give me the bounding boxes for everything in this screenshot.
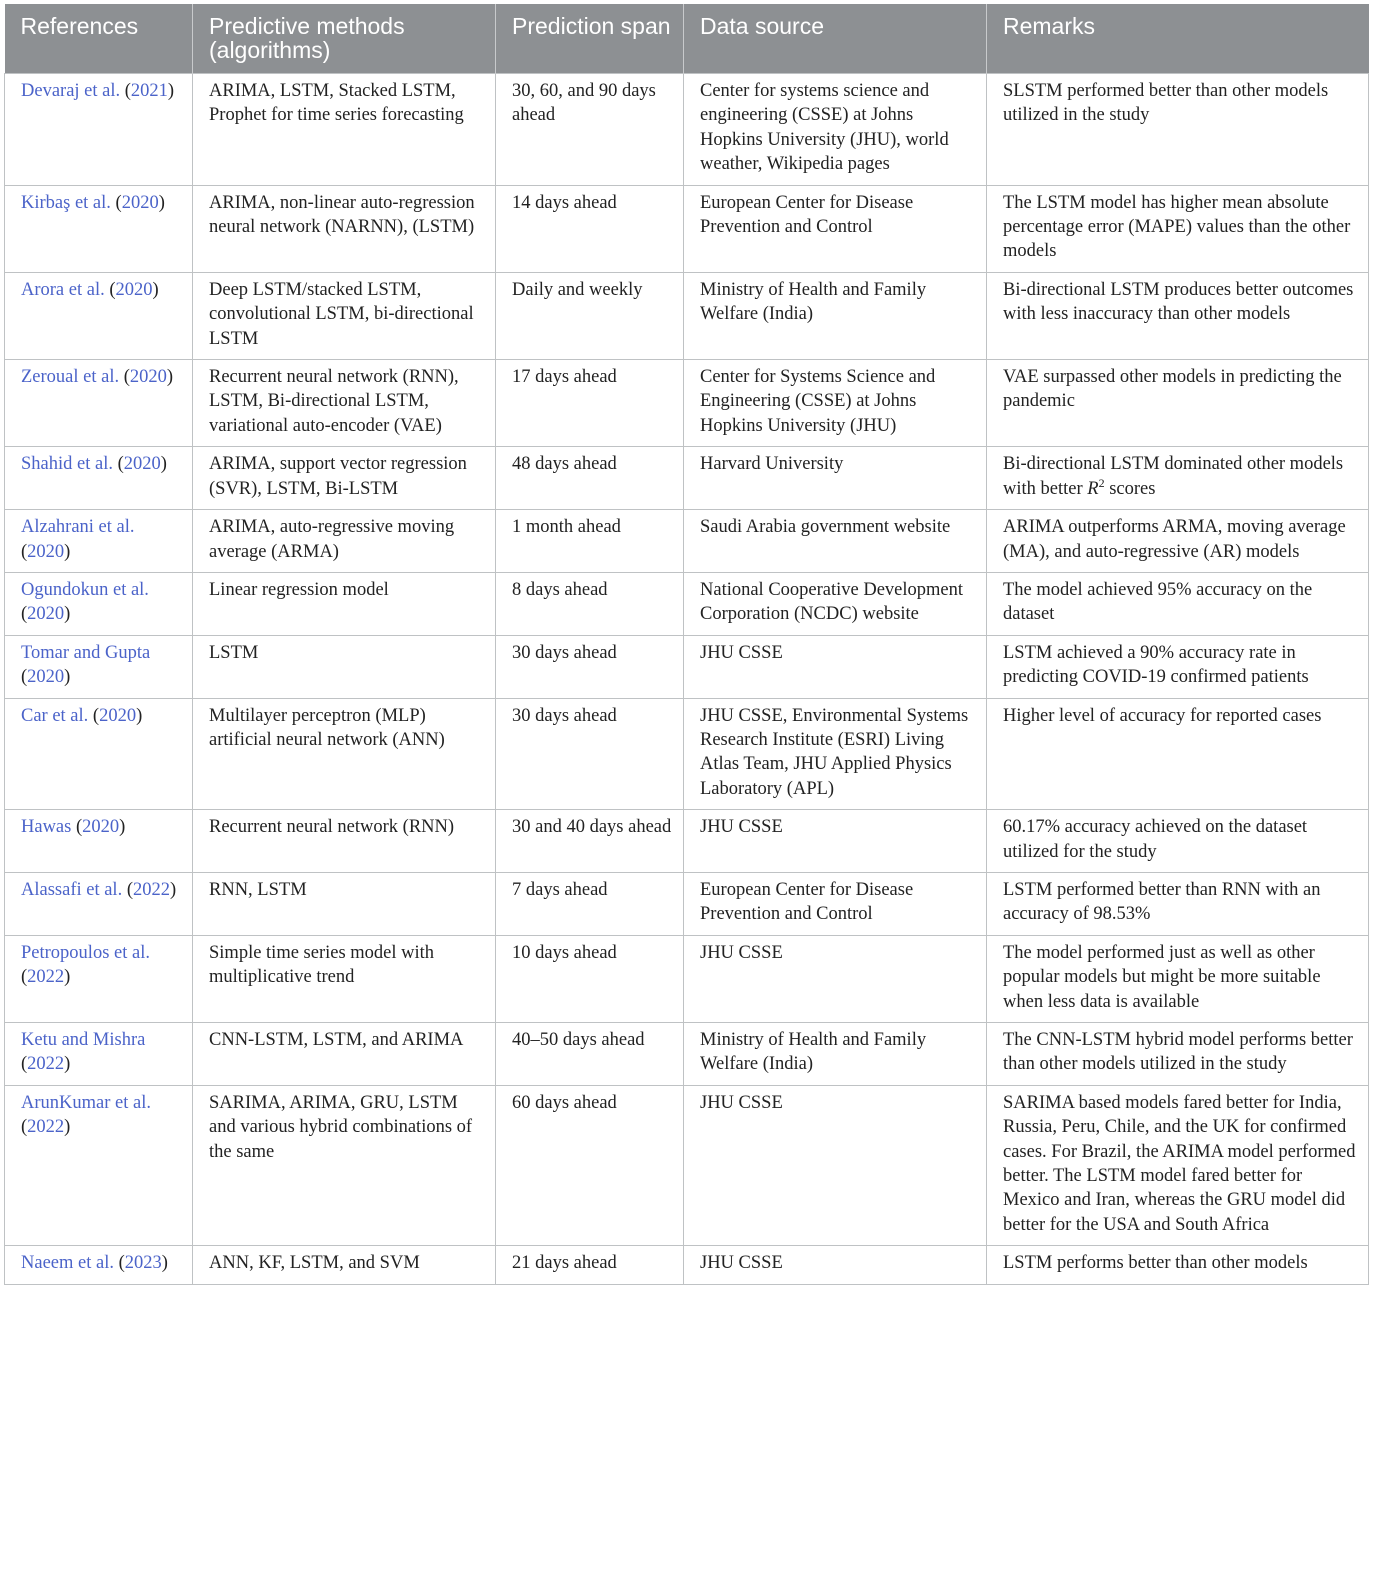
- paren-close: ): [64, 541, 71, 562]
- cell-data-source: JHU CSSE: [684, 1085, 987, 1245]
- table-row: [5, 872, 1369, 935]
- paren-close: ): [64, 604, 71, 625]
- paren-close: ): [166, 367, 174, 388]
- table-row: [5, 272, 1369, 359]
- cell-remarks: 60.17% accuracy achieved on the dataset utilized for the study: [987, 810, 1369, 873]
- cell-reference: [5, 935, 193, 1022]
- cell-prediction-span: 8 days ahead: [496, 572, 684, 635]
- cell-data-source: JHU CSSE: [684, 810, 987, 873]
- cell-data-source: JHU CSSE: [684, 935, 987, 1022]
- remarks-text: scores: [1104, 478, 1156, 499]
- reference-author-link[interactable]: Alassafi et al.: [21, 879, 123, 900]
- cell-methods: Linear regression model: [193, 572, 496, 635]
- cell-methods: Recurrent neural network (RNN), LSTM, Bi-directional LSTM, variational auto-encoder (VAE): [193, 360, 496, 447]
- cell-reference: [5, 360, 193, 447]
- table-row: [5, 447, 1369, 510]
- reference-year-link[interactable]: 2022: [133, 879, 170, 900]
- cell-prediction-span: 30 days ahead: [496, 635, 684, 698]
- cell-remarks: Higher level of accuracy for reported cases: [987, 698, 1369, 810]
- cell-prediction-span: 17 days ahead: [496, 360, 684, 447]
- cell-methods: RNN, LSTM: [193, 872, 496, 935]
- paren-close: ): [64, 967, 71, 988]
- cell-reference: [5, 185, 193, 272]
- cell-data-source: JHU CSSE, Environmental Systems Research Institute (ESRI) Living Atlas Team, JHU Applied Physics Laboratory (APL): [684, 698, 987, 810]
- cell-data-source: Ministry of Health and Family Welfare (India): [684, 1023, 987, 1086]
- reference-author-link[interactable]: Zeroual et al.: [21, 367, 120, 388]
- paren-close: ): [152, 279, 159, 300]
- paren-open: (: [21, 667, 28, 688]
- cell-methods: ARIMA, support vector regression (SVR), LSTM, Bi-LSTM: [193, 447, 496, 510]
- table-row: [5, 510, 1369, 573]
- paren-close: ): [64, 1117, 71, 1138]
- cell-reference: [5, 635, 193, 698]
- cell-remarks: The CNN-LSTM hybrid model performs better than other models utilized in the study: [987, 1023, 1369, 1086]
- reference-author-link[interactable]: Naeem et al.: [21, 1253, 114, 1274]
- table-row: [5, 360, 1369, 447]
- reference-year-link[interactable]: 2022: [27, 1117, 65, 1138]
- reference-author-link[interactable]: Alzahrani et al.: [21, 517, 135, 538]
- cell-data-source: National Cooperative Development Corporation (NCDC) website: [684, 572, 987, 635]
- paren-open: (: [126, 879, 133, 900]
- reference-year-link[interactable]: 2022: [27, 1054, 65, 1075]
- cell-reference: [5, 572, 193, 635]
- cell-remarks: [987, 447, 1369, 510]
- reference-author-link[interactable]: Ogundokun et al.: [21, 579, 149, 600]
- reference-year-link[interactable]: 2020: [123, 454, 161, 475]
- cell-reference: [5, 272, 193, 359]
- reference-author-link[interactable]: Petropoulos et al.: [21, 942, 150, 963]
- reference-author-link[interactable]: Kirbaş et al.: [21, 192, 111, 213]
- cell-prediction-span: 10 days ahead: [496, 935, 684, 1022]
- cell-prediction-span: 48 days ahead: [496, 447, 684, 510]
- paren-close: ): [161, 1253, 168, 1274]
- cell-methods: Simple time series model with multiplicative trend: [193, 935, 496, 1022]
- cell-reference: [5, 810, 193, 873]
- cell-remarks: VAE surpassed other models in predicting the pandemic: [987, 360, 1369, 447]
- cell-methods: ARIMA, auto-regressive moving average (ARMA): [193, 510, 496, 573]
- paren-open: (: [123, 367, 130, 388]
- cell-remarks: The LSTM model has higher mean absolute percentage error (MAPE) values than the other models: [987, 185, 1369, 272]
- reference-author-link[interactable]: Arora et al.: [21, 279, 105, 300]
- cell-methods: ANN, KF, LSTM, and SVM: [193, 1246, 496, 1284]
- cell-methods: ARIMA, non-linear auto-regression neural network (NARNN), (LSTM): [193, 185, 496, 272]
- reference-author-link[interactable]: Tomar and Gupta: [21, 642, 151, 663]
- paren-open: (: [117, 454, 124, 475]
- cell-reference: [5, 1246, 193, 1284]
- paren-open: (: [92, 705, 100, 726]
- header-predictive-methods: Predictive methods (algorithms): [193, 4, 496, 74]
- cell-data-source: Harvard University: [684, 447, 987, 510]
- reference-author-link[interactable]: Shahid et al.: [21, 454, 113, 475]
- table-row: [5, 1023, 1369, 1086]
- paren-close: ): [64, 667, 71, 688]
- cell-data-source: European Center for Disease Prevention and Control: [684, 185, 987, 272]
- cell-prediction-span: 30, 60, and 90 days ahead: [496, 74, 684, 186]
- references-table: [4, 4, 1369, 1285]
- cell-remarks: The model performed just as well as other popular models but might be more suitable when less data is available: [987, 935, 1369, 1022]
- paren-open: (: [118, 1253, 125, 1274]
- cell-prediction-span: 40–50 days ahead: [496, 1023, 684, 1086]
- cell-methods: LSTM: [193, 635, 496, 698]
- reference-year-link[interactable]: 2020: [121, 192, 159, 213]
- cell-prediction-span: Daily and weekly: [496, 272, 684, 359]
- reference-year-link[interactable]: 2020: [129, 367, 167, 388]
- reference-author-link[interactable]: Hawas: [21, 817, 72, 838]
- cell-prediction-span: 21 days ahead: [496, 1246, 684, 1284]
- paren-open: (: [75, 817, 83, 838]
- cell-data-source: European Center for Disease Prevention and Control: [684, 872, 987, 935]
- paren-close: ): [158, 192, 165, 213]
- cell-data-source: JHU CSSE: [684, 1246, 987, 1284]
- remarks-text: Bi-directional LSTM dominated other models with better: [1003, 454, 1344, 499]
- cell-prediction-span: 30 days ahead: [496, 698, 684, 810]
- table-row: [5, 935, 1369, 1022]
- reference-year-link[interactable]: 2020: [115, 279, 153, 300]
- paren-close: ): [64, 1054, 71, 1075]
- reference-author-link[interactable]: Car et al.: [21, 705, 89, 726]
- table-row: [5, 74, 1369, 186]
- cell-reference: [5, 698, 193, 810]
- cell-data-source: Center for systems science and engineering (CSSE) at Johns Hopkins University (JHU), world weather, Wikipedia pages: [684, 74, 987, 186]
- table-row: [5, 1246, 1369, 1284]
- header-prediction-span: Prediction span: [496, 4, 684, 74]
- table-row: [5, 635, 1369, 698]
- paren-open: (: [124, 81, 131, 101]
- reference-year-link[interactable]: 2020: [27, 604, 65, 625]
- cell-reference: [5, 510, 193, 573]
- cell-methods: Deep LSTM/stacked LSTM, convolutional LSTM, bi-directional LSTM: [193, 272, 496, 359]
- reference-author-link[interactable]: Devaraj et al.: [21, 81, 121, 101]
- cell-reference: [5, 872, 193, 935]
- paren-open: (: [21, 604, 28, 625]
- reference-year-link[interactable]: 2023: [124, 1253, 162, 1274]
- reference-year-link[interactable]: 2020: [27, 541, 65, 562]
- cell-methods: SARIMA, ARIMA, GRU, LSTM and various hybrid combinations of the same: [193, 1085, 496, 1245]
- cell-remarks: LSTM performs better than other models: [987, 1246, 1369, 1284]
- cell-data-source: Center for Systems Science and Engineering (CSSE) at Johns Hopkins University (JHU): [684, 360, 987, 447]
- table-row: [5, 1085, 1369, 1245]
- cell-remarks: Bi-directional LSTM produces better outcomes with less inaccuracy than other models: [987, 272, 1369, 359]
- cell-remarks: SLSTM performed better than other models utilized in the study: [987, 74, 1369, 186]
- cell-methods: ARIMA, LSTM, Stacked LSTM, Prophet for time series forecasting: [193, 74, 496, 186]
- cell-methods: Multilayer perceptron (MLP) artificial neural network (ANN): [193, 698, 496, 810]
- cell-data-source: Ministry of Health and Family Welfare (India): [684, 272, 987, 359]
- paren-open: (: [109, 279, 116, 300]
- paren-close: ): [119, 817, 126, 838]
- cell-prediction-span: 1 month ahead: [496, 510, 684, 573]
- reference-author-link[interactable]: Ketu and Mishra: [21, 1030, 146, 1050]
- cell-reference: [5, 1023, 193, 1086]
- cell-prediction-span: 14 days ahead: [496, 185, 684, 272]
- header-data-source: Data source: [684, 4, 987, 74]
- reference-author-link[interactable]: ArunKumar et al.: [21, 1092, 151, 1113]
- table-row: [5, 572, 1369, 635]
- header-references: References: [5, 4, 193, 74]
- paren-close: ): [160, 454, 167, 475]
- cell-remarks: LSTM achieved a 90% accuracy rate in predicting COVID-19 confirmed patients: [987, 635, 1369, 698]
- r-squared-exponent: 2: [1098, 475, 1105, 490]
- paren-open: (: [21, 967, 28, 988]
- cell-prediction-span: 60 days ahead: [496, 1085, 684, 1245]
- cell-remarks: The model achieved 95% accuracy on the dataset: [987, 572, 1369, 635]
- cell-remarks: ARIMA outperforms ARMA, moving average (MA), and auto-regressive (AR) models: [987, 510, 1369, 573]
- cell-methods: CNN-LSTM, LSTM, and ARIMA: [193, 1023, 496, 1086]
- table-row: [5, 698, 1369, 810]
- paren-close: ): [136, 705, 143, 726]
- paren-open: (: [21, 1117, 28, 1138]
- paren-open: (: [21, 541, 28, 562]
- reference-year-link[interactable]: 2020: [82, 817, 120, 838]
- paren-open: (: [115, 192, 122, 213]
- table-row: [5, 185, 1369, 272]
- cell-methods: Recurrent neural network (RNN): [193, 810, 496, 873]
- paren-close: ): [170, 879, 177, 900]
- cell-prediction-span: 7 days ahead: [496, 872, 684, 935]
- cell-remarks: SARIMA based models fared better for India, Russia, Peru, Chile, and the UK for confirmed cases. For Brazil, the ARIMA model performed better. The LSTM model fared better for Mexico and Iran, whereas the GRU model did better for the USA and South Africa: [987, 1085, 1369, 1245]
- reference-year-link[interactable]: 2020: [99, 705, 137, 726]
- reference-year-link[interactable]: 2021: [130, 81, 168, 101]
- cell-data-source: Saudi Arabia government website: [684, 510, 987, 573]
- reference-year-link[interactable]: 2022: [27, 967, 65, 988]
- cell-reference: [5, 1085, 193, 1245]
- r-squared-symbol: R: [1087, 478, 1099, 499]
- table-header: [5, 4, 1369, 74]
- cell-data-source: JHU CSSE: [684, 635, 987, 698]
- cell-prediction-span: 30 and 40 days ahead: [496, 810, 684, 873]
- paren-close: ): [167, 81, 175, 101]
- table-body: [5, 74, 1369, 1285]
- table-row: [5, 810, 1369, 873]
- cell-remarks: LSTM performed better than RNN with an accuracy of 98.53%: [987, 872, 1369, 935]
- reference-year-link[interactable]: 2020: [27, 667, 65, 688]
- cell-reference: [5, 447, 193, 510]
- header-remarks: Remarks: [987, 4, 1369, 74]
- cell-reference: [5, 74, 193, 186]
- paren-open: (: [21, 1054, 28, 1075]
